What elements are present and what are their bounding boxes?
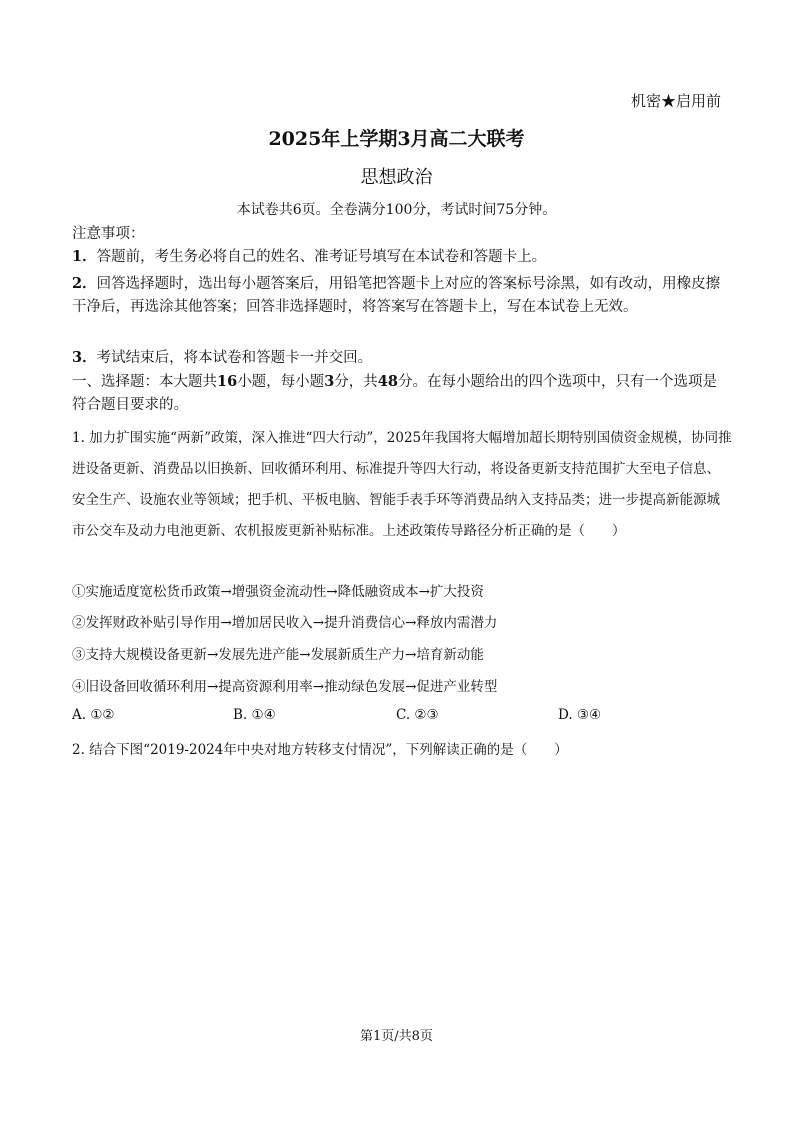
notice-item-2-text: 回答选择题时，选出每小题答案后，用铅笔把答题卡上对应的答案标号涂黑，如有改动，用橡皮擦干净后，再选涂其他答案；回答非选择题时，将答案写在答题卡上，写在本试卷上无效。 <box>72 276 721 315</box>
section-heading-prefix: 一、选择题：本大题共 <box>72 374 217 390</box>
notice-item-1 <box>72 245 722 269</box>
question-1-stem: 1. 加力扩围实施“两新”政策，深入推进“四大行动”，2025年我国将大幅增加超长期特别国债资金规模，协同推进设备更新、消费品以旧换新、回收循环利用、标准提升等四大行动，将设备更新支持范围扩大至电子信息、安全生产、设施农业等领域；把手机、平板电脑、智能手表手环等消费品纳入支持品类；进一步提高新能源城市公交车及动力电池更新、农机报废更新补贴标准。上述政策传导路径分析正确的是（ ） <box>72 430 732 539</box>
section-heading-mid1: 小题，每小题 <box>237 374 325 390</box>
question-1-answer-d: D. ③④ <box>558 707 602 723</box>
section-score-total: 48 <box>377 373 398 390</box>
question-1-answer-c: C. ②③ <box>396 707 439 723</box>
section-heading <box>72 370 722 417</box>
subject-title: 思想政治 <box>360 167 433 188</box>
question-1-option-3: ③支持大规模设备更新→发展先进产能→发展新质生产力→培育新动能 <box>72 647 484 663</box>
section-heading-suffix: 分。在每小题给出的四个选项中，只有一个选项是符合题目要求的。 <box>72 374 717 413</box>
question-1-option-4: ④旧设备回收循环利用→提高资源利用率→推动绿色发展→促进产业转型 <box>72 679 498 695</box>
question-1-option-1: ①实施适度宽松货币政策→增强资金流动性→降低融资成本→扩大投资 <box>72 584 484 600</box>
question-1-option-2: ②发挥财政补贴引导作用→增加居民收入→提升消费信心→释放内需潜力 <box>72 615 498 631</box>
exam-title: 2025年上学期3月高二大联考 <box>268 128 525 150</box>
question-2-stem: 2. 结合下图“2019-2024年中央对地方转移支付情况”，下列解读正确的是（ ） <box>72 742 568 758</box>
notice-item-1-number: 1． <box>72 248 97 265</box>
page-footer: 第1页/共8页 <box>360 1029 433 1044</box>
question-1-answer-b: B. ①④ <box>233 707 276 723</box>
secret-mark: 机密★启用前 <box>630 92 721 110</box>
section-question-count: 16 <box>217 373 238 390</box>
question-1-answer-a: A. ①② <box>72 707 115 723</box>
notice-item-3-number: 3． <box>72 349 97 366</box>
notice-item-2 <box>72 272 722 319</box>
notice-item-2-number: 2． <box>72 275 97 292</box>
section-heading-mid2: 分，共 <box>334 374 378 390</box>
section-score-each: 3 <box>324 373 335 390</box>
exam-intro: 本试卷共6页。全卷满分100分，考试时间75分钟。 <box>236 202 557 218</box>
notice-item-3 <box>72 346 722 370</box>
notice-item-3-text: 考试结束后，将本试卷和答题卡一并交回。 <box>96 350 373 366</box>
notice-item-1-text: 答题前，考生务必将自己的姓名、准考证号填写在本试卷和答题卡上。 <box>96 249 547 265</box>
notice-label: 注意事项： <box>72 226 145 242</box>
